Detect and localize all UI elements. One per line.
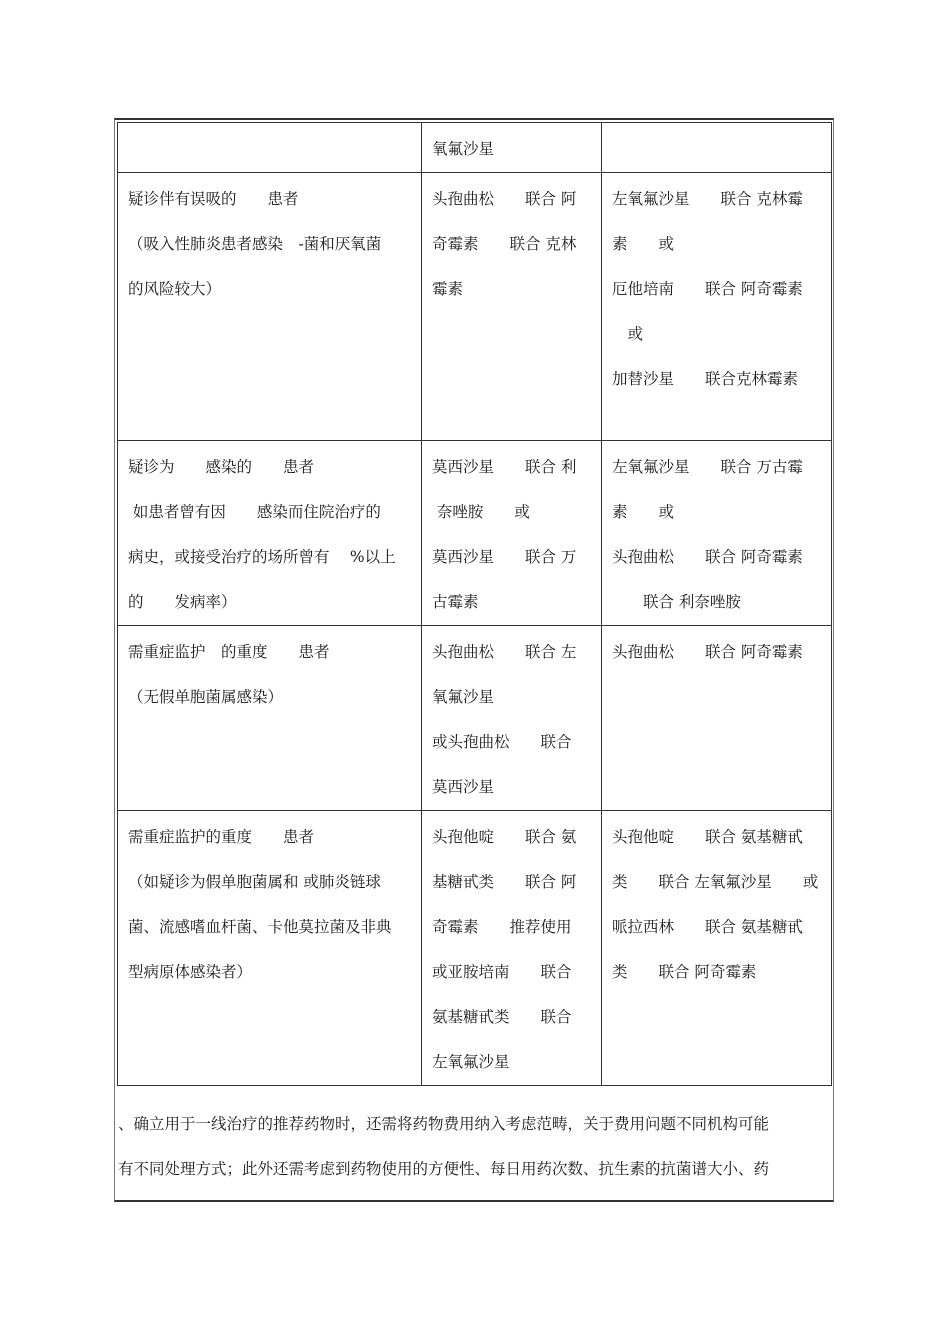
paragraph-line: 有不同处理方式；此外还需考虑到药物使用的方便性、每日用药次数、抗生素的抗菌谱大小、药 — [118, 1160, 770, 1178]
cell-text-line: 或头孢曲松 联合 — [432, 733, 572, 751]
cell-text-line: 型病原体感染者） — [128, 963, 253, 981]
paragraph-line: 、确立用于一线治疗的推荐药物时，还需将药物费用纳入考虑范畴，关于费用问题不同机构可能 — [118, 1115, 770, 1133]
patient-cell — [118, 626, 422, 811]
first-choice-cell — [422, 441, 602, 626]
cell-text-line: 类 联合 左氧氟沙星 或 — [612, 873, 819, 891]
cell-text-line: 素 或 — [612, 235, 675, 253]
patient-cell — [118, 441, 422, 626]
cell-text-line: 头孢曲松 联合 阿奇霉素 — [612, 548, 803, 566]
cell-text-line: 或亚胺培南 联合 — [432, 963, 572, 981]
cell-text-line: 头孢曲松 联合 阿 — [432, 190, 577, 208]
cell-text-line: 联合 利奈唑胺 — [612, 593, 741, 611]
cell-text-line: （如疑诊为假单胞菌属和 或肺炎链球 — [128, 873, 381, 891]
cell-text-line: 基糖甙类 联合 阿 — [432, 873, 577, 891]
cell-text-line: 类 联合 阿奇霉素 — [612, 963, 757, 981]
cell-text-line: 厄他培南 联合 阿奇霉素 — [612, 280, 803, 298]
patient-cell — [118, 173, 422, 441]
cell-text-line: 哌拉西林 联合 氨基糖甙 — [612, 918, 803, 936]
first-choice-cell — [422, 173, 602, 441]
cell-text-line: 的风险较大） — [128, 280, 222, 298]
alternative-cell — [602, 811, 832, 1086]
alternative-cell — [602, 173, 832, 441]
cell-text-line: 霉素 — [432, 280, 464, 298]
cell-text-line: 头孢曲松 联合 左 — [432, 643, 577, 661]
alternative-cell — [602, 626, 832, 811]
table-row — [118, 123, 832, 173]
cell-text-line: 莫西沙星 联合 利 — [432, 458, 577, 476]
cell-text-line: 头孢他啶 联合 氨基糖甙 — [612, 828, 803, 846]
cell-text-line: 左氧氟沙星 — [432, 1053, 510, 1071]
table-row — [118, 811, 832, 1086]
cell-text-line: 疑诊为 感染的 患者 — [128, 458, 315, 476]
patient-cell — [118, 123, 422, 173]
cell-text-line: 奈唑胺 或 — [432, 503, 530, 521]
cell-text-line: 头孢曲松 联合 阿奇霉素 — [612, 643, 803, 661]
cell-text-line: 需重症监护的重度 患者 — [128, 828, 315, 846]
cell-text-line: （无假单胞菌属感染） — [128, 688, 284, 706]
cell-text-line: 需重症监护 的重度 患者 — [128, 643, 330, 661]
cell-text-line: 素 或 — [612, 503, 675, 521]
alternative-cell — [602, 123, 832, 173]
cell-text-line: 加替沙星 联合克林霉素 — [612, 370, 799, 388]
cell-text-line: 的 发病率） — [128, 593, 237, 611]
patient-cell — [118, 811, 422, 1086]
cell-text-line: 奇霉素 推荐使用 — [432, 918, 572, 936]
cell-text-line: 氧氟沙星 — [432, 688, 495, 706]
cell-text-line: 左氧氟沙星 联合 万古霉 — [612, 458, 803, 476]
cell-text-line: 莫西沙星 — [432, 778, 495, 796]
cell-text-line: 古霉素 — [432, 593, 479, 611]
first-choice-cell — [422, 123, 602, 173]
cell-text-line: 氧氟沙星 — [432, 140, 495, 158]
cell-text-line: 奇霉素 联合 克林 — [432, 235, 577, 253]
alternative-cell — [602, 441, 832, 626]
cell-text-line: 左氧氟沙星 联合 克林霉 — [612, 190, 803, 208]
cell-text-line: 如患者曾有因 感染而住院治疗的 — [128, 503, 381, 521]
cell-text-line: 莫西沙星 联合 万 — [432, 548, 577, 566]
first-choice-cell — [422, 811, 602, 1086]
cell-text-line: 或 — [612, 325, 644, 343]
cell-text-line: 疑诊伴有误吸的 患者 — [128, 190, 299, 208]
treatment-recommendation-table — [117, 122, 832, 1086]
table-body — [118, 123, 832, 1086]
cell-text-line: 菌、流感嗜血杆菌、卡他莫拉菌及非典 — [128, 918, 392, 936]
table-row — [118, 173, 832, 441]
table-row — [118, 441, 832, 626]
table-row — [118, 626, 832, 811]
cell-text-line: 头孢他啶 联合 氨 — [432, 828, 577, 846]
cell-text-line: （吸入性肺炎患者感染 -菌和厌氧菌 — [128, 235, 382, 253]
first-choice-cell — [422, 626, 602, 811]
cell-text-line: 氨基糖甙类 联合 — [432, 1008, 572, 1026]
cell-text-line: 病史，或接受治疗的场所曾有 %以上 — [128, 548, 396, 566]
body-paragraph — [118, 1102, 832, 1192]
